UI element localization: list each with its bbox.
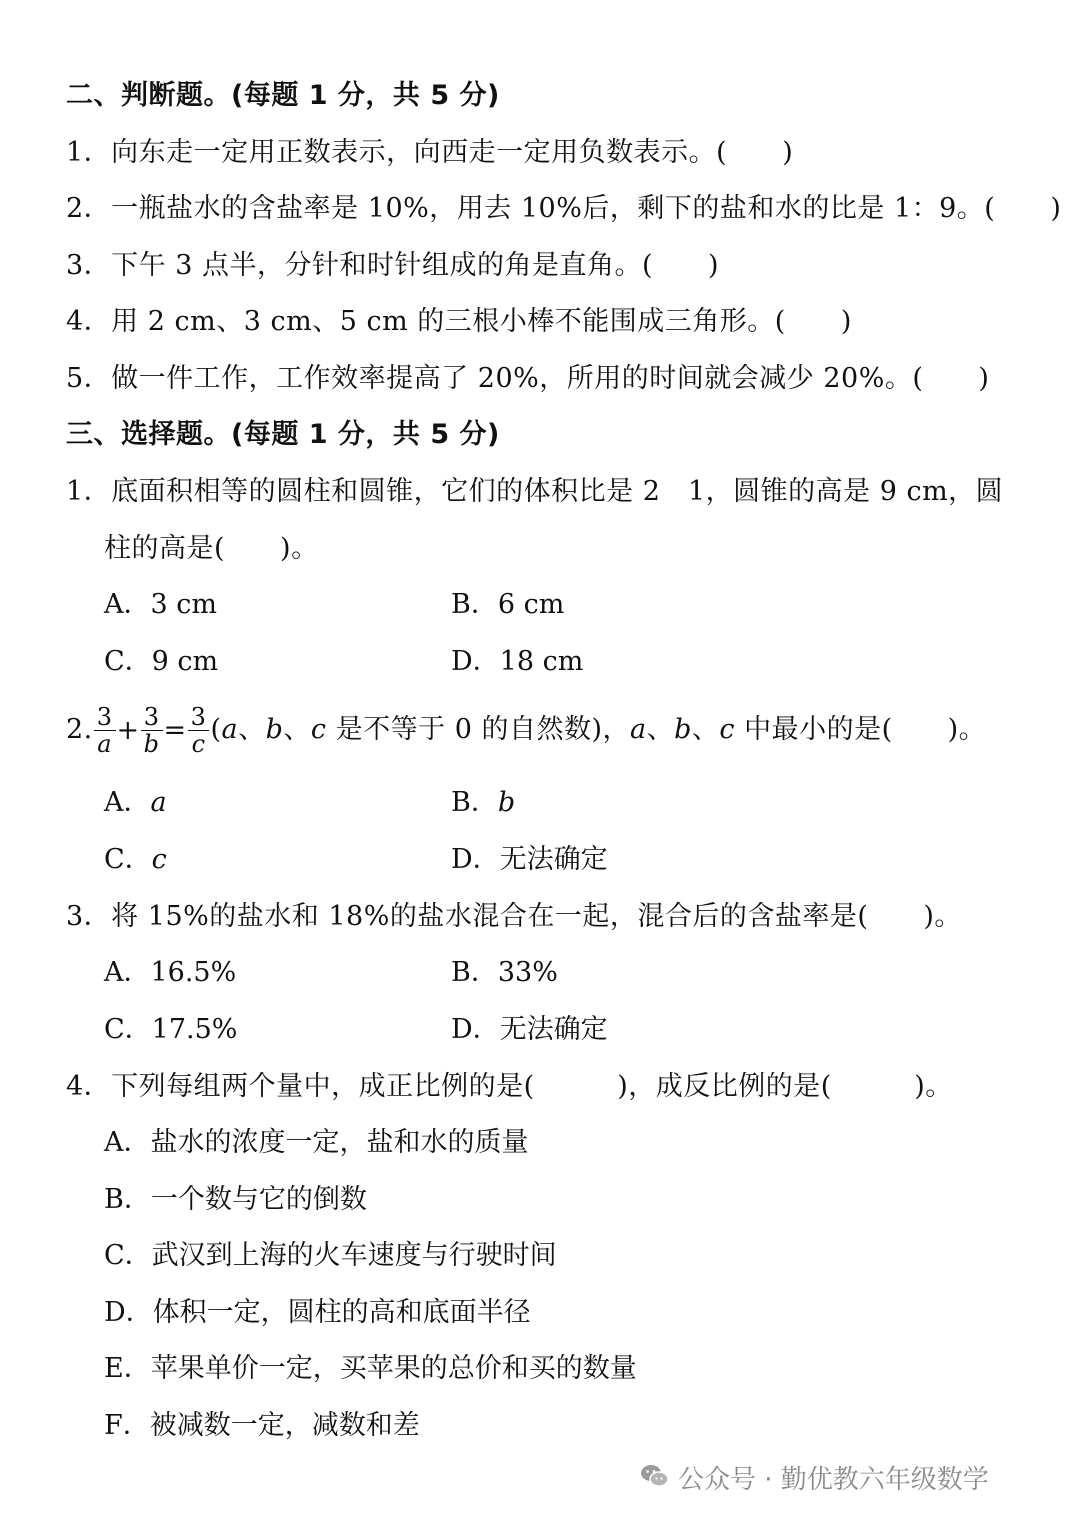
choice-q2-number: 2.: [66, 714, 93, 745]
choice-q4-option-b: B．一个数与它的倒数: [104, 1184, 367, 1215]
choice-q2-option-b: B．b: [451, 787, 516, 818]
fraction-3-over-a: $\frac{3}{a}$: [94, 704, 116, 757]
choice-q1-option-b: B．6 cm: [451, 589, 565, 620]
judgment-item-2: 2．一瓶盐水的含盐率是 10%，用去 10%后，剩下的盐和水的比是 1：9。( ): [66, 193, 1062, 224]
fraction-3-over-c: $\frac{3}{c}$: [188, 704, 210, 757]
plus-sign: +: [116, 714, 140, 746]
fraction-3-over-b: $\frac{3}{b}$: [141, 704, 163, 757]
watermark-text: 公众号 · 勤优教六年级数学: [678, 1465, 989, 1495]
choice-q3-option-b: B．33%: [451, 957, 558, 988]
choice-q3-stem: 3．将 15%的盐水和 18%的盐水混合在一起，混合后的含盐率是( )。: [66, 901, 962, 932]
choice-q1-option-a: A．3 cm: [104, 589, 217, 620]
judgment-item-5: 5．做一件工作，工作效率提高了 20%，所用的时间就会减少 20%。( ): [66, 363, 990, 394]
choice-q4-option-c: C．武汉到上海的火车速度与行驶时间: [104, 1240, 557, 1271]
choice-q2-stem: 2. $\frac{3}{a}$ + $\frac{3}{b}$ = $\frac{3}{c}$ (a、b、c 是不等于 0 的自然数)，a、b、c 中最小的是( )。: [66, 703, 987, 758]
wechat-icon: [640, 1461, 670, 1501]
choice-q3-option-c: C．17.5%: [104, 1014, 238, 1045]
choice-q4-option-d: D．体积一定，圆柱的高和底面半径: [104, 1297, 531, 1328]
choice-q3-option-a: A．16.5%: [104, 957, 237, 988]
choice-q4-option-a: A．盐水的浓度一定，盐和水的质量: [104, 1127, 529, 1158]
choice-q2-option-c: C．c: [104, 844, 167, 875]
choice-q3-option-d: D．无法确定: [451, 1014, 608, 1045]
judgment-item-1: 1．向东走一定用正数表示，向西走一定用负数表示。( ): [66, 137, 794, 168]
judgment-item-3: 3．下午 3 点半，分针和时针组成的角是直角。( ): [66, 250, 720, 281]
choice-q4-option-f: F．被减数一定，减数和差: [104, 1410, 420, 1441]
choice-q4-stem: 4．下列每组两个量中，成正比例的是( )，成反比例的是( )。: [66, 1071, 953, 1102]
choice-q2-option-d: D．无法确定: [451, 844, 608, 875]
section2-title: 二、判断题。(每题 1 分，共 5 分): [66, 80, 500, 111]
choice-q1-option-d: D．18 cm: [451, 646, 584, 677]
equals-sign: =: [163, 714, 187, 746]
choice-q4-option-e: E．苹果单价一定，买苹果的总价和买的数量: [104, 1353, 637, 1384]
choice-q2-option-a: A．a: [104, 787, 167, 818]
judgment-item-4: 4．用 2 cm、3 cm、5 cm 的三根小棒不能围成三角形。( ): [66, 306, 852, 337]
watermark: [640, 1460, 989, 1501]
choice-q1-line1: 1．底面积相等的圆柱和圆锥，它们的体积比是 2 1，圆锥的高是 9 cm，圆: [66, 476, 1004, 507]
section3-title: 三、选择题。(每题 1 分，共 5 分): [66, 419, 500, 450]
choice-q1-line2: 柱的高是( )。: [104, 533, 319, 564]
choice-q1-option-c: C．9 cm: [104, 646, 219, 677]
